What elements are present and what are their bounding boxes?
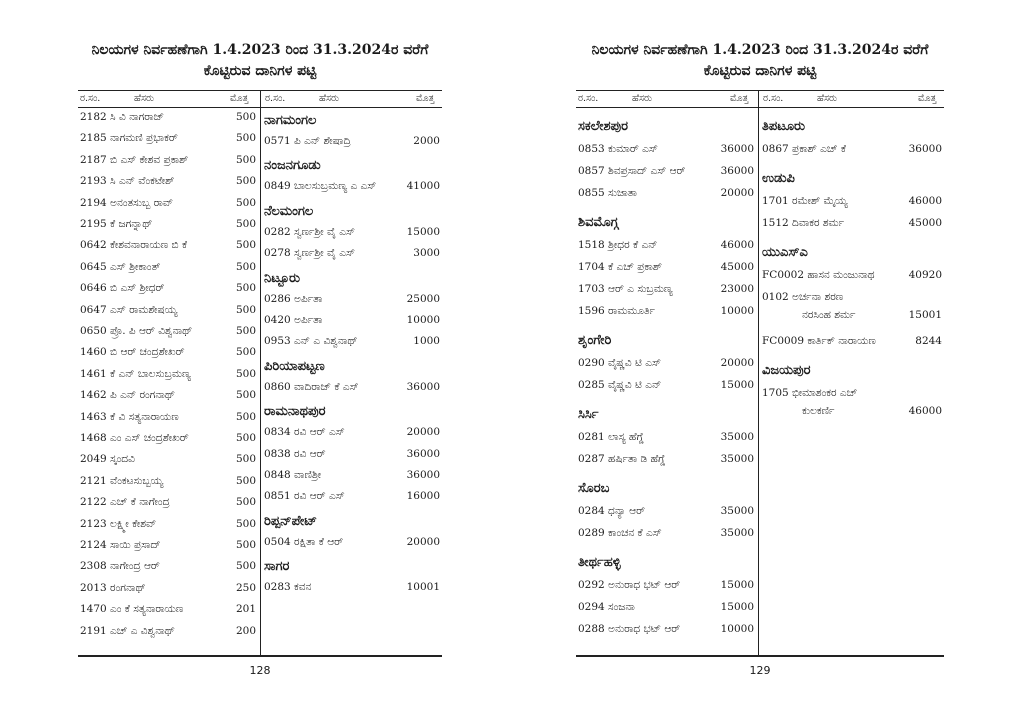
donor-amount: 200 (235, 624, 256, 637)
donor-entry: 0278 ಸ್ವರ್ಣಶ್ರೀ ವೈ ಎಸ್ (264, 247, 355, 260)
donor-amount: 36000 (406, 469, 440, 481)
header-amount: ಮೊತ್ತ (416, 93, 435, 104)
branch-heading: ಶೃಂಗೇರಿ (578, 333, 612, 348)
donor-row (760, 217, 944, 235)
donor-entry: 0504 ರಕ್ಷಿತಾ ಕೆ ಆರ್ (264, 535, 344, 548)
donor-amount: 1000 (413, 335, 440, 348)
column-divider (260, 90, 261, 655)
donor-amount: 500 (235, 474, 256, 487)
donor-row (262, 247, 442, 265)
header-no: ರ.ಸಂ. (578, 93, 599, 104)
table-bottom-rule (576, 655, 944, 657)
donor-entry: 0855 ಸುಜಾತಾ (578, 187, 638, 199)
donor-row (262, 448, 442, 466)
donor-amount: 35000 (720, 505, 754, 517)
donor-row (760, 195, 944, 213)
donor-entry: 0287 ಹರ್ಷಿತಾ ಡಿ ಹೆಗ್ಡೆ (578, 453, 666, 465)
donor-entry: 1460 ಬಿ ಆರ್ ಚಂದ್ರಶೇಖರ್ (80, 346, 185, 359)
donor-amount: 15001 (908, 309, 942, 321)
donor-amount: 20000 (406, 535, 440, 548)
donor-amount: 20000 (406, 426, 440, 439)
branch-heading: ಯುಎಸ್‌ಎ (762, 245, 808, 260)
donor-amount: 36000 (720, 165, 754, 177)
donor-row (576, 357, 756, 375)
donor-entry: 1701 ರಮೇಶ್ ಮೈಯ್ಯ (762, 195, 848, 207)
donor-entry: 1463 ಕೆ ವಿ ಸತ್ಯನಾರಾಯಣ (80, 410, 179, 423)
donor-entry: 0860 ವಾದಿರಾಜ್ ಕೆ ಎಸ್ (264, 380, 359, 393)
donor-amount: 500 (235, 282, 256, 295)
branch-heading: ರಾಮನಾಥಪುರ (264, 404, 326, 420)
donor-row (78, 325, 258, 343)
header-amount: ಮೊತ್ತ (230, 93, 249, 104)
donor-amount: 23000 (720, 283, 754, 295)
header-no: ರ.ಸಂ. (265, 93, 286, 104)
donor-row (760, 143, 944, 161)
donor-entry: 0571 ಪಿ ಎನ್ ಶೇಷಾದ್ರಿ (264, 135, 351, 147)
donor-row (78, 111, 258, 129)
donor-row (78, 154, 258, 172)
donor-entry: 0288 ಅನುರಾಧ ಭಟ್ ಆರ್ (578, 623, 681, 635)
table-header (576, 90, 944, 108)
column-divider (758, 90, 759, 655)
donor-entry: 1470 ಎಂ ಕೆ ಸತ್ಯನಾರಾಯಣ (80, 603, 184, 616)
donor-row (576, 453, 756, 471)
branch-heading: ತೀರ್ಥಹಳ್ಳಿ (578, 555, 621, 570)
donor-row (760, 291, 944, 321)
donor-row (78, 432, 258, 450)
donor-entry: 2194 ಅನಂತಸುಬ್ಬ ರಾವ್ (80, 196, 173, 209)
donor-amount: 500 (235, 560, 256, 573)
donor-entry: 0281 ಲಾಸ್ಯ ಹೆಗ್ಡೆ (578, 431, 644, 443)
page-subtitle: ಕೊಟ್ಟಿರುವ ದಾನಿಗಳ ಪಟ್ಟಿ (203, 63, 317, 79)
donor-row (760, 335, 944, 353)
donor-amount: 40920 (908, 269, 942, 281)
donor-entry: FC0009 ಕಾರ್ತಿಕ್ ನಾರಾಯಣ (762, 335, 876, 347)
donor-entry: 0848 ವಾಣಿಶ್ರೀ (264, 469, 322, 481)
page-left (78, 0, 442, 724)
donor-row (78, 175, 258, 193)
donor-entry: 0285 ವೈಷ್ಣವಿ ಟಿ ಎನ್ (578, 379, 662, 391)
donor-amount: 35000 (720, 453, 754, 465)
donor-entry: 2308 ನಾಗೇಂದ್ರ ಆರ್ (80, 560, 160, 573)
header-no: ರ.ಸಂ. (763, 93, 784, 104)
donor-row (78, 132, 258, 150)
donor-amount: 10000 (720, 623, 754, 635)
donor-entry: 1461 ಕೆ ಎನ್ ಬಾಲಸುಬ್ರಮಣ್ಯ (80, 367, 191, 380)
donor-entry: FC0002 ಹಾಸನ ಮಂಜುನಾಥ (762, 269, 875, 281)
donor-row (760, 387, 944, 417)
donor-entry: 0642 ಕೇಶವನಾರಾಯಣ ಬಿ ಕೆ (80, 239, 188, 252)
donor-row (262, 581, 442, 599)
donor-row (576, 579, 756, 597)
branch-heading: ವಿಜಯಪುರ (762, 363, 811, 378)
donor-amount: 500 (235, 303, 256, 316)
donor-amount: 36000 (720, 143, 754, 155)
donor-row (78, 218, 258, 236)
donor-entry-continued: ನರಸಿಂಹ ಶರ್ಮ (802, 309, 856, 321)
donor-row (78, 539, 258, 557)
donor-entry: 0647 ಎಸ್ ರಾಮಶೇಷಯ್ಯ (80, 303, 178, 316)
donor-amount: 500 (235, 346, 256, 359)
donor-entry: 0838 ರವಿ ಆರ್ (264, 447, 326, 460)
donor-amount: 500 (235, 389, 256, 402)
donor-entry: 1468 ಎಂ ಎಸ್ ಚಂದ್ರಶೇಖರ್ (80, 432, 189, 444)
donor-amount: 36000 (908, 143, 942, 155)
donor-amount: 15000 (720, 379, 754, 391)
donor-row (78, 239, 258, 257)
donor-row (78, 261, 258, 279)
donor-amount: 25000 (406, 292, 440, 305)
donor-entry: 0289 ಕಾಂಚನ ಕೆ ಎಸ್ (578, 527, 662, 539)
donor-entry: 0851 ರವಿ ಆರ್ ಎಸ್ (264, 490, 345, 503)
donor-row (78, 282, 258, 300)
donor-entry: 0646 ಬಿ ಎಸ್ ಶ್ರೀಧರ್ (80, 282, 165, 295)
donor-entry: 2123 ಲಕ್ಷ್ಮೀ ಕೇಶವ್ (80, 517, 157, 530)
donor-entry: 1705 ಭೀಮಾಶಂಕರ ಎಚ್ (762, 387, 858, 399)
donor-row (78, 453, 258, 471)
page-number: 129 (749, 664, 771, 677)
donor-entry: 0292 ಅನುರಾಧ ಭಟ್ ಆರ್ (578, 579, 681, 591)
donor-amount: 45000 (720, 261, 754, 273)
donor-amount: 201 (235, 603, 256, 616)
header-amount: ಮೊತ್ತ (918, 93, 937, 104)
donor-entry: 0857 ಶಿವಪ್ರಸಾದ್ ಎಸ್ ಆರ್ (578, 165, 686, 177)
donor-amount: 46000 (720, 239, 754, 251)
donor-amount: 500 (235, 111, 256, 123)
branch-heading: ಉಡುಪಿ (762, 171, 795, 186)
donor-entry: 0286 ಅರ್ಪಿತಾ (264, 292, 323, 305)
donor-amount: 45000 (908, 217, 942, 229)
branch-heading: ನಂಜನಗೂಡು (264, 158, 321, 174)
donor-entry: 1518 ಶ್ರೀಧರ ಕೆ ಎನ್ (578, 239, 658, 251)
donor-row (576, 239, 756, 257)
donor-amount: 500 (235, 196, 256, 209)
header-name: ಹೆಸರು (817, 93, 838, 104)
donor-entry: 0294 ಸಂಜನಾ (578, 601, 635, 613)
donor-entry: 2013 ರಂಗನಾಥ್ (80, 581, 146, 594)
donor-entry: 0282 ಸ್ವರ್ಣಶ್ರೀ ವೈ ಎಸ್ (264, 225, 355, 238)
donor-entry: 0645 ಎಸ್ ಶ್ರೀಕಾಂತ್ (80, 260, 161, 273)
donor-entry: 0420 ಅರ್ಪಿತಾ (264, 314, 323, 326)
donor-amount: 500 (235, 410, 256, 423)
donor-entry: 0290 ವೈಷ್ಣವಿ ಟಿ ಎಸ್ (578, 357, 661, 369)
donor-row (78, 346, 258, 364)
donor-row (262, 426, 442, 444)
table-bottom-rule (78, 655, 442, 657)
donor-entry: 2121 ವೆಂಕಟಸುಬ್ಬಯ್ಯ (80, 474, 164, 487)
donor-entry: 0284 ಧನ್ಯಾ ಆರ್ (578, 505, 646, 517)
donor-row (576, 379, 756, 397)
donor-row (576, 601, 756, 619)
donor-row (262, 293, 442, 311)
donor-row (78, 560, 258, 578)
donor-row (78, 389, 258, 407)
donor-row (262, 335, 442, 353)
donor-row (78, 411, 258, 429)
donor-row (262, 314, 442, 332)
donor-amount: 500 (235, 496, 256, 509)
branch-heading: ಸೊರಬ (578, 481, 610, 496)
donor-amount: 500 (235, 218, 256, 230)
donor-row (576, 261, 756, 279)
donor-amount: 3000 (413, 247, 440, 260)
donor-entry: 2124 ಸಾಯಿ ಪ್ರಸಾದ್ (80, 539, 161, 551)
page-right (576, 0, 944, 724)
donor-amount: 36000 (406, 447, 440, 460)
donor-amount: 250 (235, 581, 256, 594)
donor-row (262, 490, 442, 508)
branch-heading: ಸಿರ್ಸಿ (578, 407, 599, 422)
donor-row (78, 368, 258, 386)
donor-row (78, 304, 258, 322)
donor-row (262, 469, 442, 487)
donor-row (576, 527, 756, 545)
donor-entry: 0650 ಪ್ರೊ. ಪಿ ಆರ್ ವಿಶ್ವನಾಥ್ (80, 325, 193, 337)
donor-amount: 500 (235, 367, 256, 380)
donor-row (78, 518, 258, 536)
donor-amount: 500 (235, 325, 256, 337)
donor-entry: 0102 ಅರ್ಚನಾ ಶರಣ (762, 291, 844, 303)
donor-amount: 46000 (908, 195, 942, 207)
donor-amount: 10000 (720, 305, 754, 317)
donor-entry: 0834 ರವಿ ಆರ್ ಎಸ್ (264, 426, 345, 439)
donor-amount: 500 (235, 153, 256, 166)
donor-entry: 2049 ಸ್ಕಂದವಿ (80, 453, 135, 466)
donor-amount: 500 (235, 175, 256, 188)
donor-amount: 500 (235, 539, 256, 551)
donor-amount: 16000 (406, 490, 440, 503)
donor-entry: 2193 ಸಿ ಎನ್ ವೆಂಕಟೇಶ್ (80, 175, 175, 188)
header-name: ಹೆಸರು (134, 93, 155, 104)
donor-row (576, 143, 756, 161)
donor-amount: 46000 (908, 405, 942, 417)
branch-heading: ನಿಟ್ಟೂರು (264, 270, 300, 286)
donor-row (576, 165, 756, 183)
donor-row (78, 603, 258, 621)
donor-entry-continued: ಕುಲಕರ್ಣಿ (802, 405, 835, 417)
header-amount: ಮೊತ್ತ (730, 93, 749, 104)
donor-amount: 36000 (406, 380, 440, 393)
header-name: ಹೆಸರು (319, 93, 340, 104)
branch-heading: ಸಾಗರ (264, 559, 290, 575)
donor-entry: 2191 ಎಚ್ ಎ ವಿಶ್ವನಾಥ್ (80, 624, 175, 637)
donor-amount: 500 (235, 132, 256, 145)
donor-row (78, 625, 258, 643)
donor-row (576, 623, 756, 641)
donor-entry: 0853 ಕುಮಾರ್ ಎಸ್ (578, 143, 658, 155)
branch-heading: ಶಿವಮೊಗ್ಗ (578, 215, 619, 230)
donor-amount: 20000 (720, 187, 754, 199)
donor-row (262, 381, 442, 399)
donor-amount: 41000 (406, 180, 440, 193)
branch-heading: ತಿಪಟೂರು (762, 119, 806, 134)
donor-amount: 500 (235, 239, 256, 252)
donor-row (78, 475, 258, 493)
page-title: ನಿಲಯಗಳ ನಿರ್ವಹಣೆಗಾಗಿ 1.4.2023 ರಿಂದ 31.3.2024ರ ವರೆಗೆ (591, 42, 929, 58)
donor-amount: 15000 (720, 579, 754, 591)
donor-amount: 500 (235, 432, 256, 444)
donor-row (576, 305, 756, 323)
donor-amount: 20000 (720, 357, 754, 369)
branch-heading: ನಾಗಮಂಗಲ (264, 113, 317, 128)
donor-amount: 10001 (406, 581, 440, 594)
donor-entry: 2195 ಕೆ ಜಗನ್ನಾಥ್ (80, 218, 153, 230)
donor-row (78, 197, 258, 215)
donor-amount: 500 (235, 517, 256, 530)
donor-entry: 2182 ಸಿ ವಿ ನಾಗರಾಜ್ (80, 111, 165, 123)
donor-entry: 2185 ನಾಗಮಣಿ ಪ್ರಭಾಕರ್ (80, 132, 178, 145)
donor-entry: 1703 ಆರ್ ಎ ಸುಬ್ರಮಣ್ಯ (578, 283, 673, 295)
branch-heading: ರಿಪ್ಪನ್‌ಪೇಟ್ (264, 513, 317, 529)
donor-entry: 1462 ಪಿ ಎನ್ ರಂಗನಾಥ್ (80, 389, 176, 402)
donor-entry: 0283 ಕವನ (264, 581, 312, 594)
donor-amount: 35000 (720, 527, 754, 539)
donor-amount: 35000 (720, 431, 754, 443)
donor-entry: 1596 ರಾಮಮೂರ್ತಿ (578, 305, 655, 317)
donor-entry: 1512 ದಿವಾಕರ ಶರ್ಮ (762, 217, 845, 229)
donor-entry: 0849 ಬಾಲಸುಬ್ರಮಣ್ಯ ಎ ಎಸ್ (264, 180, 377, 193)
donor-row (576, 283, 756, 301)
donor-row (576, 431, 756, 449)
donor-amount: 2000 (413, 135, 440, 147)
donor-amount: 500 (235, 453, 256, 466)
donor-amount: 500 (235, 260, 256, 273)
donor-entry: 2187 ಬಿ ಎಸ್ ಕೇಶವ ಪ್ರಕಾಶ್ (80, 153, 189, 166)
donor-amount: 15000 (406, 225, 440, 238)
header-name: ಹೆಸರು (632, 93, 653, 104)
donor-row (576, 505, 756, 523)
donor-row (262, 135, 442, 153)
donor-amount: 8244 (915, 335, 942, 347)
page-subtitle: ಕೊಟ್ಟಿರುವ ದಾನಿಗಳ ಪಟ್ಟಿ (703, 63, 817, 79)
donor-row (78, 582, 258, 600)
branch-heading: ಪಿರಿಯಾಪಟ್ಟಣ (264, 358, 325, 374)
branch-heading: ನೆಲಮಂಗಲ (264, 203, 314, 219)
branch-heading: ಸಕಲೇಶಪುರ (578, 119, 629, 134)
donor-entry: 2122 ಎಚ್ ಕೆ ನಾಗೇಂದ್ರ (80, 496, 170, 509)
donor-row (262, 180, 442, 198)
page-title: ನಿಲಯಗಳ ನಿರ್ವಹಣೆಗಾಗಿ 1.4.2023 ರಿಂದ 31.3.2024ರ ವರೆಗೆ (91, 42, 429, 58)
donor-amount: 15000 (720, 601, 754, 613)
donor-amount: 10000 (406, 314, 440, 326)
header-no: ರ.ಸಂ. (80, 93, 101, 104)
donor-row (262, 226, 442, 244)
donor-entry: 0867 ಪ್ರಕಾಶ್ ಎಚ್ ಕೆ (762, 143, 846, 155)
donor-entry: 0953 ಎನ್ ಎ ವಿಶ್ವನಾಥ್ (264, 335, 358, 348)
donor-row (760, 269, 944, 287)
donor-entry: 1704 ಕೆ ಎಚ್ ಪ್ರಕಾಶ್ (578, 261, 662, 273)
donor-row (262, 536, 442, 554)
donor-row (78, 496, 258, 514)
page-number: 128 (249, 664, 271, 677)
donor-row (576, 187, 756, 205)
